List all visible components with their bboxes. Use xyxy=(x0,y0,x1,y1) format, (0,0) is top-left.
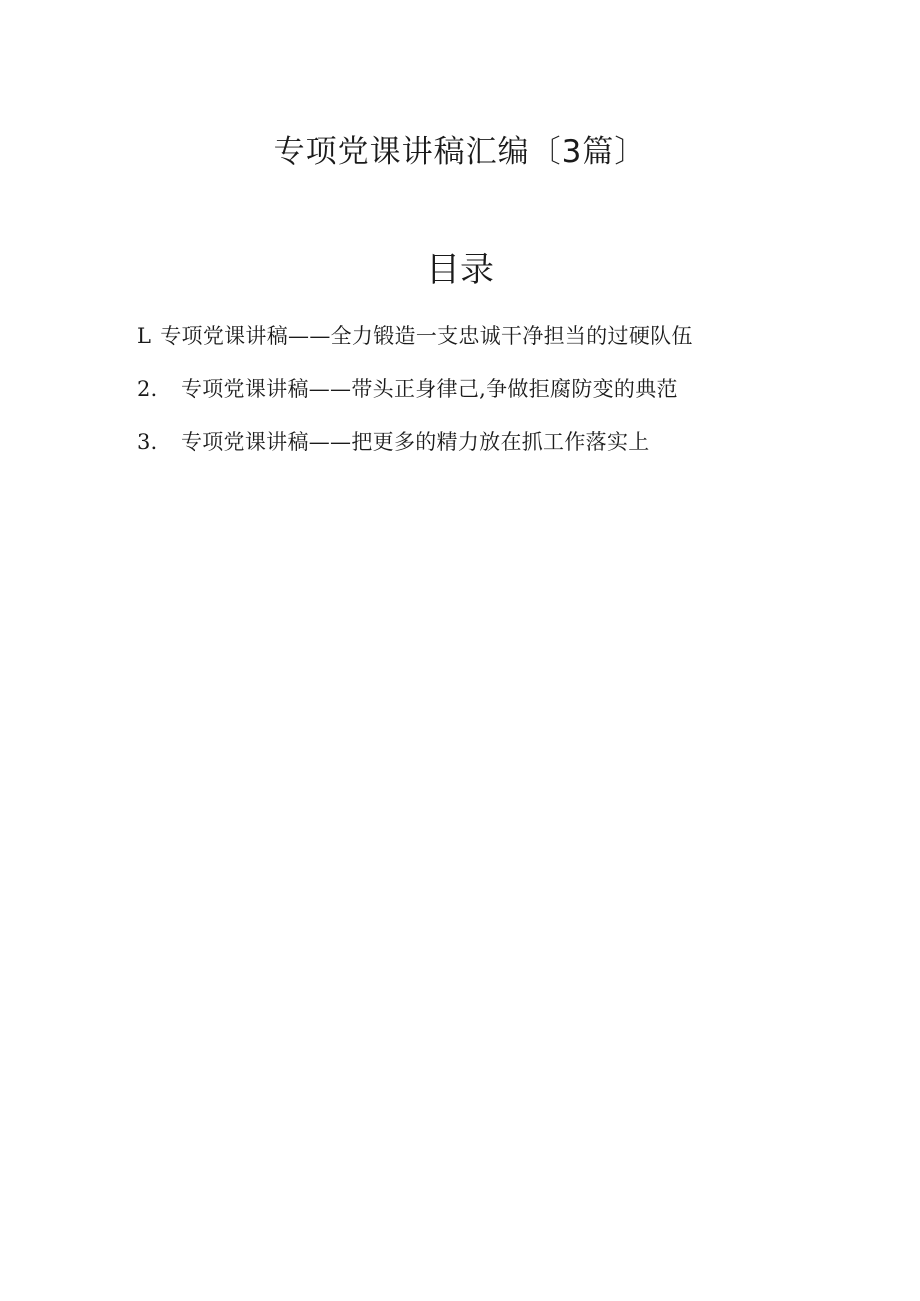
toc-heading: 目录 xyxy=(426,250,494,290)
document-title: 专项党课讲稿汇编〔3篇〕 xyxy=(273,134,647,170)
toc-item-number: L xyxy=(137,324,152,348)
toc-item-text: 专项党课讲稿——把更多的精力放在抓工作落实上 xyxy=(180,430,650,454)
toc-item[interactable] xyxy=(137,371,837,407)
toc-item[interactable] xyxy=(137,424,837,460)
toc-item-text: 专项党课讲稿——带头正身律己,争做拒腐防变的典范 xyxy=(180,377,678,401)
toc-list xyxy=(137,318,837,477)
toc-item-number: 3． xyxy=(137,430,172,454)
toc-item-number: 2． xyxy=(137,377,172,401)
toc-item[interactable] xyxy=(137,318,837,354)
toc-item-text: 专项党课讲稿——全力锻造一支忠诚干净担当的过硬队伍 xyxy=(160,324,693,348)
